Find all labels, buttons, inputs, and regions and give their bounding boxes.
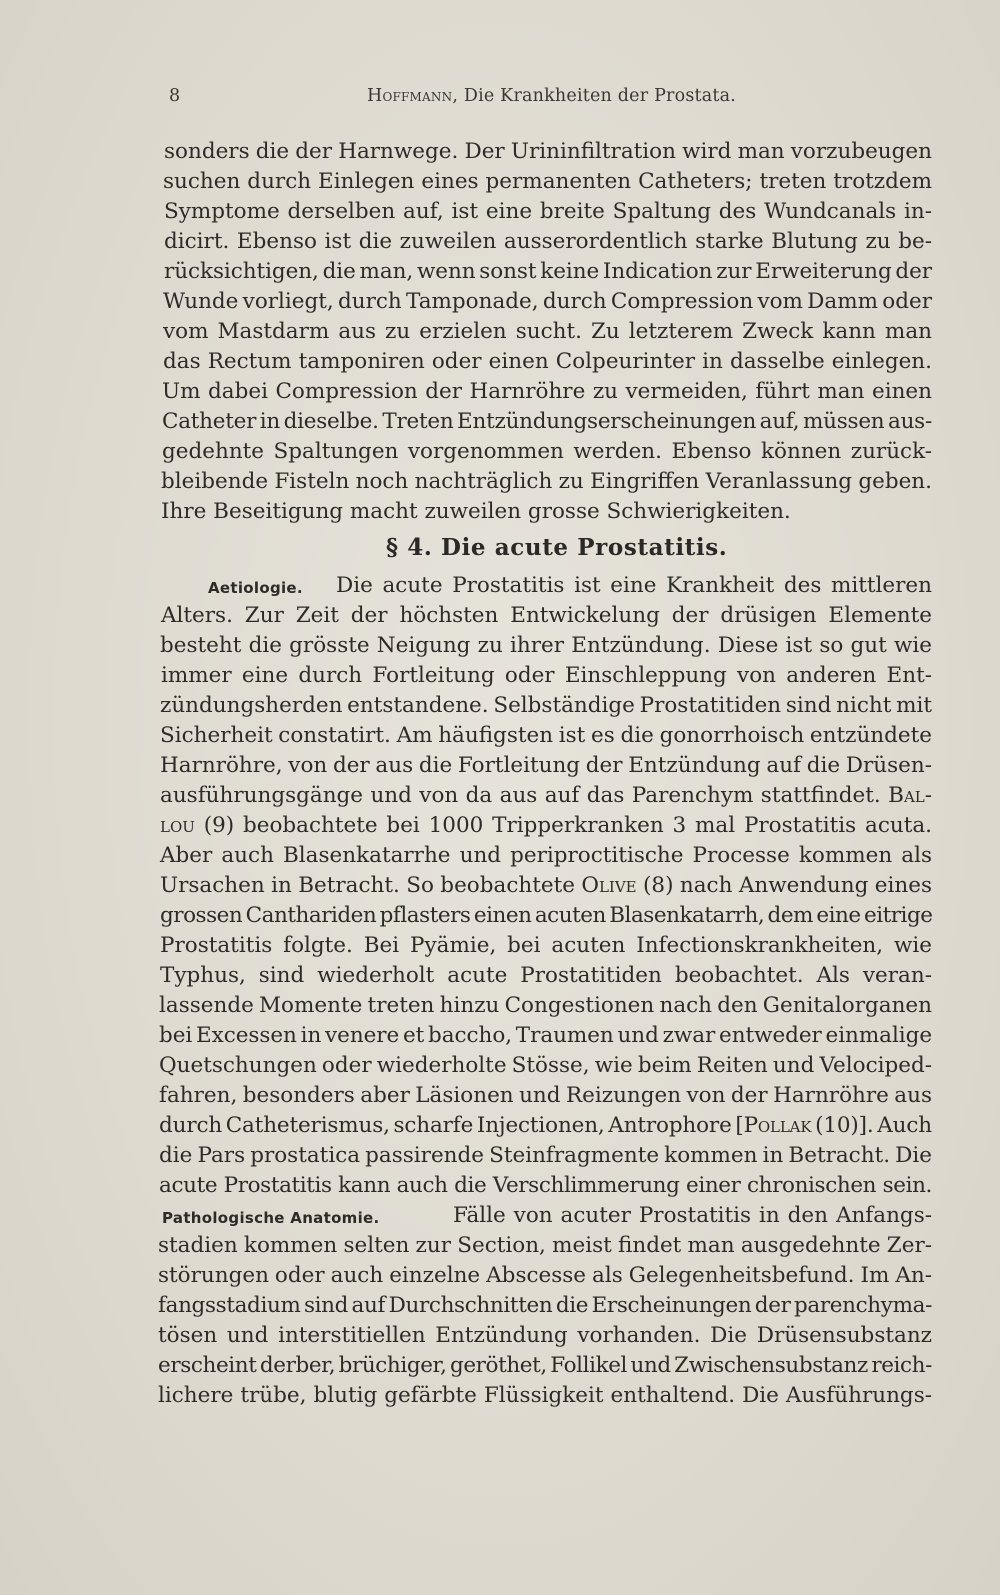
line-text: gedehnte Spaltungen vorgenommen werden. Ebenso können zurück- xyxy=(162,439,932,464)
text-line xyxy=(0,227,1000,257)
text-line xyxy=(0,167,1000,197)
section-heading-text: § 4. Die acute Prostatitis. xyxy=(386,534,728,561)
line-text: Sicherheit constatirt. Am häufigsten ist es die gonorrhoisch entzündete xyxy=(160,723,932,748)
line-text: vom Mastdarm aus zu erzielen sucht. Zu letzterem Zweck kann man xyxy=(163,319,932,344)
text-line xyxy=(0,961,1000,991)
line-text: Die acute Prostatitis ist eine Krankheit des mittleren xyxy=(336,573,932,598)
text-line xyxy=(0,781,1000,811)
running-author: Hoffmann xyxy=(367,86,453,106)
line-text: tösen und interstitiellen Entzündung vorhanden. Die Drüsensubstanz xyxy=(158,1323,932,1348)
text-line xyxy=(0,1141,1000,1171)
running-title xyxy=(367,86,736,106)
text-line xyxy=(0,931,1000,961)
line-text: Catheter in dieselbe. Treten Entzündungserscheinungen auf, müssen aus- xyxy=(162,409,932,434)
line-text: Ihre Beseitigung macht zuweilen grosse Schwierigkeiten. xyxy=(161,499,791,524)
text-line xyxy=(0,871,1000,901)
line-text: Alters. Zur Zeit der höchsten Entwickelung der drüsigen Elemente xyxy=(161,603,932,628)
line-text: lassende Momente treten hinzu Congestionen nach den Genitalorganen xyxy=(159,993,932,1018)
text-line xyxy=(0,751,1000,781)
text-line xyxy=(0,601,1000,631)
line-text: Um dabei Compression der Harnröhre zu vermeiden, führt man einen xyxy=(162,379,932,404)
line-text: durch Catheterismus, scharfe Injectionen, Antrophore [Pollak (10)]. Auch xyxy=(159,1113,932,1138)
line-text: Symptome derselben auf, ist eine breite Spaltung des Wundcanals in- xyxy=(164,199,932,224)
line-text: bleibende Fisteln noch nachträglich zu Eingriffen Veranlassung geben. xyxy=(161,469,932,494)
text-line xyxy=(0,1351,1000,1381)
text-line xyxy=(0,1081,1000,1111)
line-text: Fälle von acuter Prostatitis in den Anfangs- xyxy=(453,1203,932,1228)
text-line xyxy=(0,721,1000,751)
line-text: bei Excessen in venere et baccho, Traumen und zwar entweder einmalige xyxy=(159,1023,932,1048)
text-line xyxy=(0,1111,1000,1141)
text-line xyxy=(0,571,1000,601)
line-text: grossen Canthariden pflasters einen acuten Blasenkatarrh, dem eine eitrige xyxy=(160,903,933,928)
text-line xyxy=(0,407,1000,437)
text-line xyxy=(0,661,1000,691)
line-text: Aber auch Blasenkatarrhe und periproctitische Processe kommen als xyxy=(160,843,932,868)
line-text: ausführungsgänge und von da aus auf das Parenchym stattfindet. Bal- xyxy=(160,783,932,808)
text-line xyxy=(0,691,1000,721)
text-line xyxy=(0,197,1000,227)
running-header xyxy=(169,86,757,116)
text-line xyxy=(0,347,1000,377)
line-text: Typhus, sind wiederholt acute Prostatitiden beobachtet. Als veran- xyxy=(160,963,932,988)
line-text: Ursachen in Betracht. So beobachtete Olive (8) nach Anwendung eines xyxy=(160,873,932,898)
text-line xyxy=(0,377,1000,407)
text-line xyxy=(0,1231,1000,1261)
text-line xyxy=(0,497,1000,527)
line-text: sonders die der Harnwege. Der Urininfiltration wird man vorzubeugen xyxy=(164,139,932,164)
text-line xyxy=(0,467,1000,497)
text-line xyxy=(0,1261,1000,1291)
text-line xyxy=(0,991,1000,1021)
text-line xyxy=(0,1381,1000,1411)
line-text: zündungsherden entstandene. Selbständige Prostatitiden sind nicht mit xyxy=(160,693,932,718)
text-line xyxy=(0,841,1000,871)
line-text: suchen durch Einlegen eines permanenten Catheters; treten trotzdem xyxy=(163,169,932,194)
text-line xyxy=(0,1321,1000,1351)
line-text: störungen oder auch einzelne Abscesse als Gelegenheitsbefund. Im An- xyxy=(158,1263,932,1288)
side-heading: Pathologische Anatomie. xyxy=(162,1209,380,1227)
line-text: Quetschungen oder wiederholte Stösse, wie beim Reiten und Velociped- xyxy=(159,1053,932,1078)
page-number: 8 xyxy=(169,86,181,106)
line-text: Prostatitis folgte. Bei Pyämie, bei acuten Infectionskrankheiten, wie xyxy=(160,933,932,958)
line-text: lou (9) beobachtete bei 1000 Tripperkranken 3 mal Prostatitis acuta. xyxy=(160,813,932,838)
text-line xyxy=(0,1201,1000,1231)
text-line xyxy=(0,811,1000,841)
text-line xyxy=(0,287,1000,317)
text-line xyxy=(0,901,1000,931)
line-text: rücksichtigen, die man, wenn sonst keine Indication zur Erweiterung der xyxy=(164,259,932,284)
line-text: lichere trübe, blutig gefärbte Flüssigkeit enthaltend. Die Ausführungs- xyxy=(158,1383,932,1408)
text-line xyxy=(0,257,1000,287)
text-line xyxy=(0,1291,1000,1321)
line-text: das Rectum tamponiren oder einen Colpeurinter in dasselbe einlegen. xyxy=(163,349,932,374)
line-text: acute Prostatitis kann auch die Verschlimmerung einer chronischen sein. xyxy=(159,1173,932,1198)
section-heading xyxy=(0,531,1000,565)
line-text: die Pars prostatica passirende Steinfragmente kommen in Betracht. Die xyxy=(159,1143,932,1168)
text-line xyxy=(0,1171,1000,1201)
line-text: Wunde vorliegt, durch Tamponade, durch Compression vom Damm oder xyxy=(163,289,932,314)
side-heading: Aetiologie. xyxy=(208,579,303,597)
line-text: erscheint derber, brüchiger, geröthet, Follikel und Zwischensubstanz reich- xyxy=(158,1353,932,1378)
line-text: Harnröhre, von der aus die Fortleitung der Entzündung auf die Drüsen- xyxy=(160,753,932,778)
text-line xyxy=(0,437,1000,467)
line-text: immer eine durch Fortleitung oder Einschleppung von anderen Ent- xyxy=(161,663,932,688)
line-text: besteht die grösste Neigung zu ihrer Entzündung. Diese ist so gut wie xyxy=(160,633,932,658)
line-text: stadien kommen selten zur Section, meist findet man ausgedehnte Zer- xyxy=(158,1233,932,1258)
text-line xyxy=(0,1051,1000,1081)
line-text: dicirt. Ebenso ist die zuweilen ausserordentlich starke Blutung zu be- xyxy=(164,229,932,254)
text-line xyxy=(0,631,1000,661)
text-line xyxy=(0,137,1000,167)
line-text: fangsstadium sind auf Durchschnitten die Erscheinungen der parenchyma- xyxy=(158,1293,932,1318)
text-line xyxy=(0,1021,1000,1051)
text-line xyxy=(0,317,1000,347)
running-title-rest: , Die Krankheiten der Prostata. xyxy=(452,86,737,106)
line-text: fahren, besonders aber Läsionen und Reizungen von der Harnröhre aus xyxy=(159,1083,932,1108)
